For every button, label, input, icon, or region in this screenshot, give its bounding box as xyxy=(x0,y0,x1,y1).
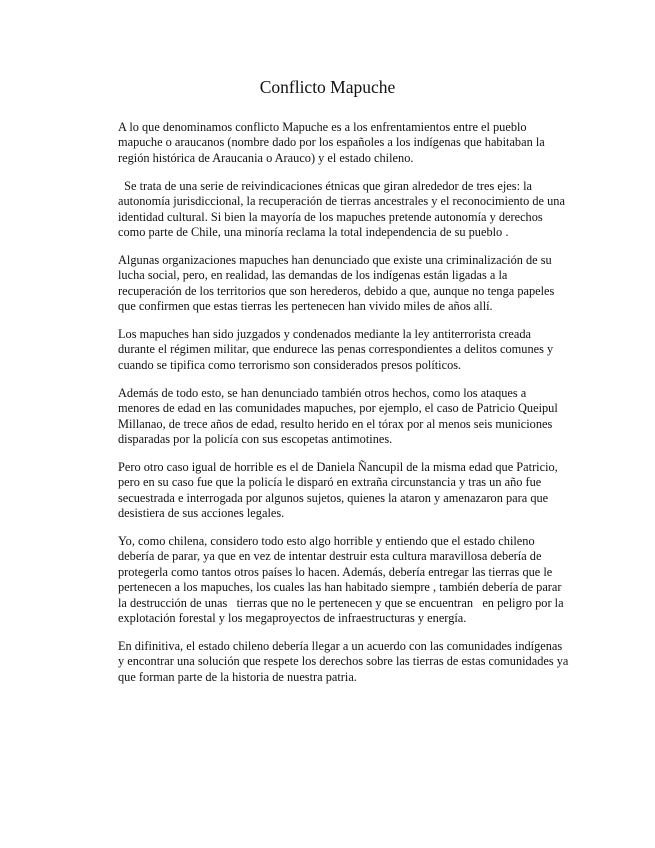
paragraph-2: Se trata de una serie de reivindicaciones étnicas que giran alrededor de tres ejes: la autonomía jurisdiccional, la recuperación de tierras ancestrales y el reconocimiento de una identidad cultural. Si bien la mayoría de los mapuches pretende autonomía y derechos como parte de Chile, una minoría reclama la total independencia de su pueblo . xyxy=(118,178,569,239)
document-title: Conflicto Mapuche xyxy=(259,77,396,97)
paragraph-7: Yo, como chilena, considero todo esto algo horrible y entiendo que el estado chileno debería de parar, ya que en vez de intentar destruir esta cultura maravillosa debería de protegerla como tantos otros países lo hacen. Además, debería entregar las tierras que le pertenecen a los mapuches, los cuales las han habitado siempre , también debería de parar la destrucción de unas tierras que no le pertenecen y que se encuentran en peligro por la explotación forestal y los megaproyectos de infraestructuras y energía. xyxy=(118,533,567,625)
paragraph-5: Además de todo esto, se han denunciado también otros hechos, como los ataques a menores de edad en las comunidades mapuches, por ejemplo, el caso de Patricio Queipul Millanao, de trece años de edad, resulto herido en el tórax por al menos seis municiones disparadas por la policía con sus escopetas antimotines. xyxy=(118,385,558,446)
document-body xyxy=(118,120,570,698)
paragraph-3: Algunas organizaciones mapuches han denunciado que existe una criminalización de su lucha social, pero, en realidad, las demandas de los indígenas están ligadas a la recuperación de los territorios que son herederos, debido a que, aunque no tenga papeles que confirmen que estas tierras les pertenecen han vivido miles de años allí. xyxy=(118,252,555,314)
paragraph-8: En difinitiva, el estado chileno debería llegar a un acuerdo con las comunidades indígenas y encontrar una solución que respete los derechos sobre las tierras de estas comunidades ya que forman parte de la historia de nuestra patria. xyxy=(118,638,569,684)
paragraph-6: Pero otro caso igual de horrible es el de Daniela Ñancupil de la misma edad que Patricio, pero en su caso fue que la policía le disparó en extraña circunstancia y tras un año fue secuestrada e interrogada por algunos sujetos, quienes la ataron y amenazaron para que desistiera de sus acciones legales. xyxy=(118,459,558,521)
paragraph-4: Los mapuches han sido juzgados y condenados mediante la ley antiterrorista creada durante el régimen militar, que endurece las penas correspondientes a delitos comunes y cuando se tipifica como terrorismo son considerados presos políticos. xyxy=(118,326,554,372)
paragraph-1: A lo que denominamos conflicto Mapuche es a los enfrentamientos entre el pueblo mapuche o araucanos (nombre dado por los españoles a los indígenas que habitaban la región histórica de Araucania o Arauco) y el estado chileno. xyxy=(118,120,548,165)
